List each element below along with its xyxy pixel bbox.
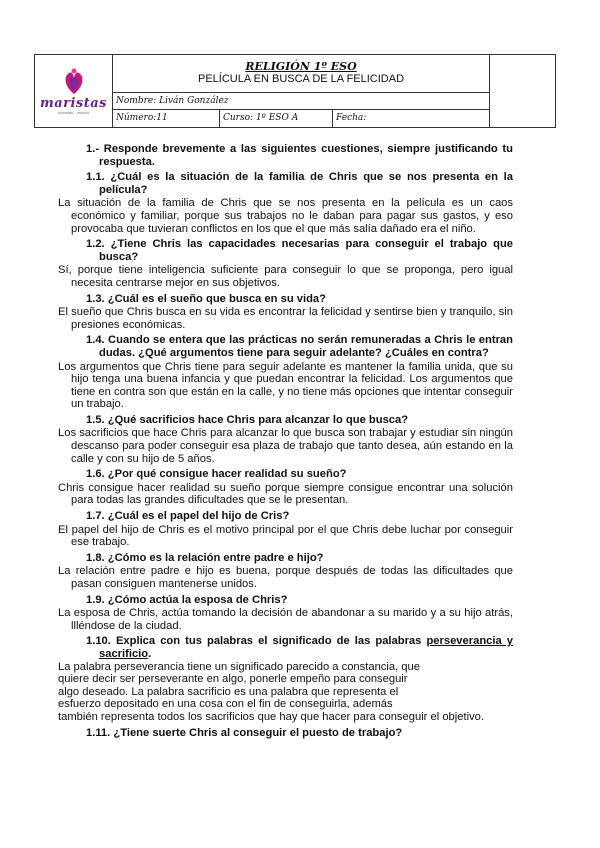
- answer-1-9: La esposa de Chris, actúa tomando la decisión de abandonar a su marido y a su hijo atrás, llléndose de la ciudad.: [58, 607, 513, 632]
- question-1-2: 1.2. ¿Tiene Chris las capacidades necesarias para conseguir el trabajo que busca?: [86, 238, 513, 263]
- answer-1-1: La situación de la familia de Chris que se nos presenta en la película es un caos económico y familiar, porque sus trabajos no le daban para pagar sus gastos, y eso provocaba que tuvieran conflictos en los que el que más salía dañado era el niño.: [58, 197, 513, 235]
- worksheet-content: [58, 143, 514, 739]
- question-1-8: 1.8. ¿Cómo es la relación entre padre e hijo?: [86, 551, 324, 564]
- question-1-5: 1.5. ¿Qué sacrificios hace Chris para alcanzar lo que busca?: [86, 413, 409, 426]
- question-1-6: 1.6. ¿Por qué consigue hacer realidad su sueño?: [86, 468, 347, 481]
- document-title: RELIGIÓN 1º ESO: [245, 60, 357, 74]
- question-1-9: 1.9. ¿Cómo actúa la esposa de Chris?: [86, 593, 288, 606]
- answer-1-5: Los sacrificios que hace Chris para alcanzar lo que busca son trabajar y estudiar sin ningún descanso para poder conseguir esa plaza de trabajo que tanto desea, aún estando en la calle y con su hijo de 5 años.: [58, 427, 513, 465]
- answer-1-10-line-4: esfuerzo depositado en una cosa con el fin de conseguirla, además: [58, 698, 393, 711]
- date-field: Fecha:: [333, 109, 490, 127]
- question-1-4: 1.4. Cuando se entera que las prácticas no serán remuneradas a Chris le entran dudas. ¿Qué argumentos tiene para seguir adelante? ¿Cuáles en contra?: [86, 334, 513, 359]
- maristas-logo-icon: [59, 67, 89, 97]
- title-cell: [113, 55, 490, 93]
- answer-1-4: Los argumentos que Chris tiene para seguir adelante es mantener la familia unida, que su hijo tenga una buena infancia y que puedan encontrar la felicidad. Los argumentos que tiene en contra son que están en la calle, y no tiene más opciones que intentar conseguir un trabajo.: [58, 360, 513, 411]
- answer-1-10-line-3: algo deseado. La palabra sacrificio es una palabra que representa el: [58, 685, 399, 698]
- logo-subtext: maristas · madrid: [58, 110, 89, 115]
- instructions: 1.- Responde brevemente a las siguientes cuestiones, siempre justificando tu respuesta.: [86, 143, 513, 168]
- answer-1-10-line-5: también representa todos los sacrificios que hay que hacer para conseguir el objetivo.: [58, 710, 484, 723]
- question-1-1: 1.1. ¿Cuál es la situación de la familia de Chris que se nos presenta en la película?: [86, 171, 513, 196]
- answer-1-10-line-2: quiere decir ser perseverante en algo, ponerle empeño para conseguir: [58, 673, 408, 686]
- answer-1-8: La relación entre padre e hijo es buena, porque después de todas las dificultades que pasan consiguen mantenerse unidos.: [58, 565, 513, 590]
- question-1-10-keywords: perseverancia y sacrificio: [99, 635, 514, 660]
- question-1-10-end: .: [148, 647, 152, 660]
- question-1-7: 1.7. ¿Cuál es el papel del hijo de Cris?: [86, 510, 290, 523]
- logo-text: maristas: [39, 96, 108, 111]
- answer-1-10-line-1: La palabra perseverancia tiene un significado parecido a constancia, que: [58, 660, 420, 673]
- number-field: Número:11: [113, 109, 220, 127]
- question-1-11: 1.11. ¿Tiene suerte Chris al conseguir el puesto de trabajo?: [86, 726, 403, 739]
- answer-1-7: El papel del hijo de Chris es el motivo principal por el que Chris debe luchar por conseguir ese trabajo.: [58, 523, 513, 549]
- movie-title: PELÍCULA EN BUSCA DE LA FELICIDAD: [198, 73, 405, 86]
- logo: [35, 55, 113, 128]
- course-field: Curso: 1º ESO A: [220, 109, 333, 127]
- header-table: [34, 54, 556, 128]
- question-1-3: 1.3. ¿Cuál es el sueño que busca en su vida?: [86, 292, 326, 305]
- answer-1-2: Sí, porque tiene inteligencia suficiente para conseguir lo que se proponga, pero igual necesita centrarse mejor en sus objetivos.: [58, 264, 513, 289]
- answer-1-6: Chris consigue hacer realidad su sueño porque siempre consigue encontrar una solución para todas las grandes dificultades que se le presentan.: [58, 481, 513, 507]
- question-1-10-text: 1.10. Explica con tus palabras el significado de las palabras: [86, 635, 427, 648]
- grade-box: [490, 55, 556, 128]
- answer-1-3: El sueño que Chris busca en su vida es encontrar la felicidad y sentirse bien y tranquilo, sin presiones económicas.: [58, 306, 513, 331]
- name-field: Nombre: Liván González: [113, 92, 490, 109]
- question-1-10: [86, 635, 513, 660]
